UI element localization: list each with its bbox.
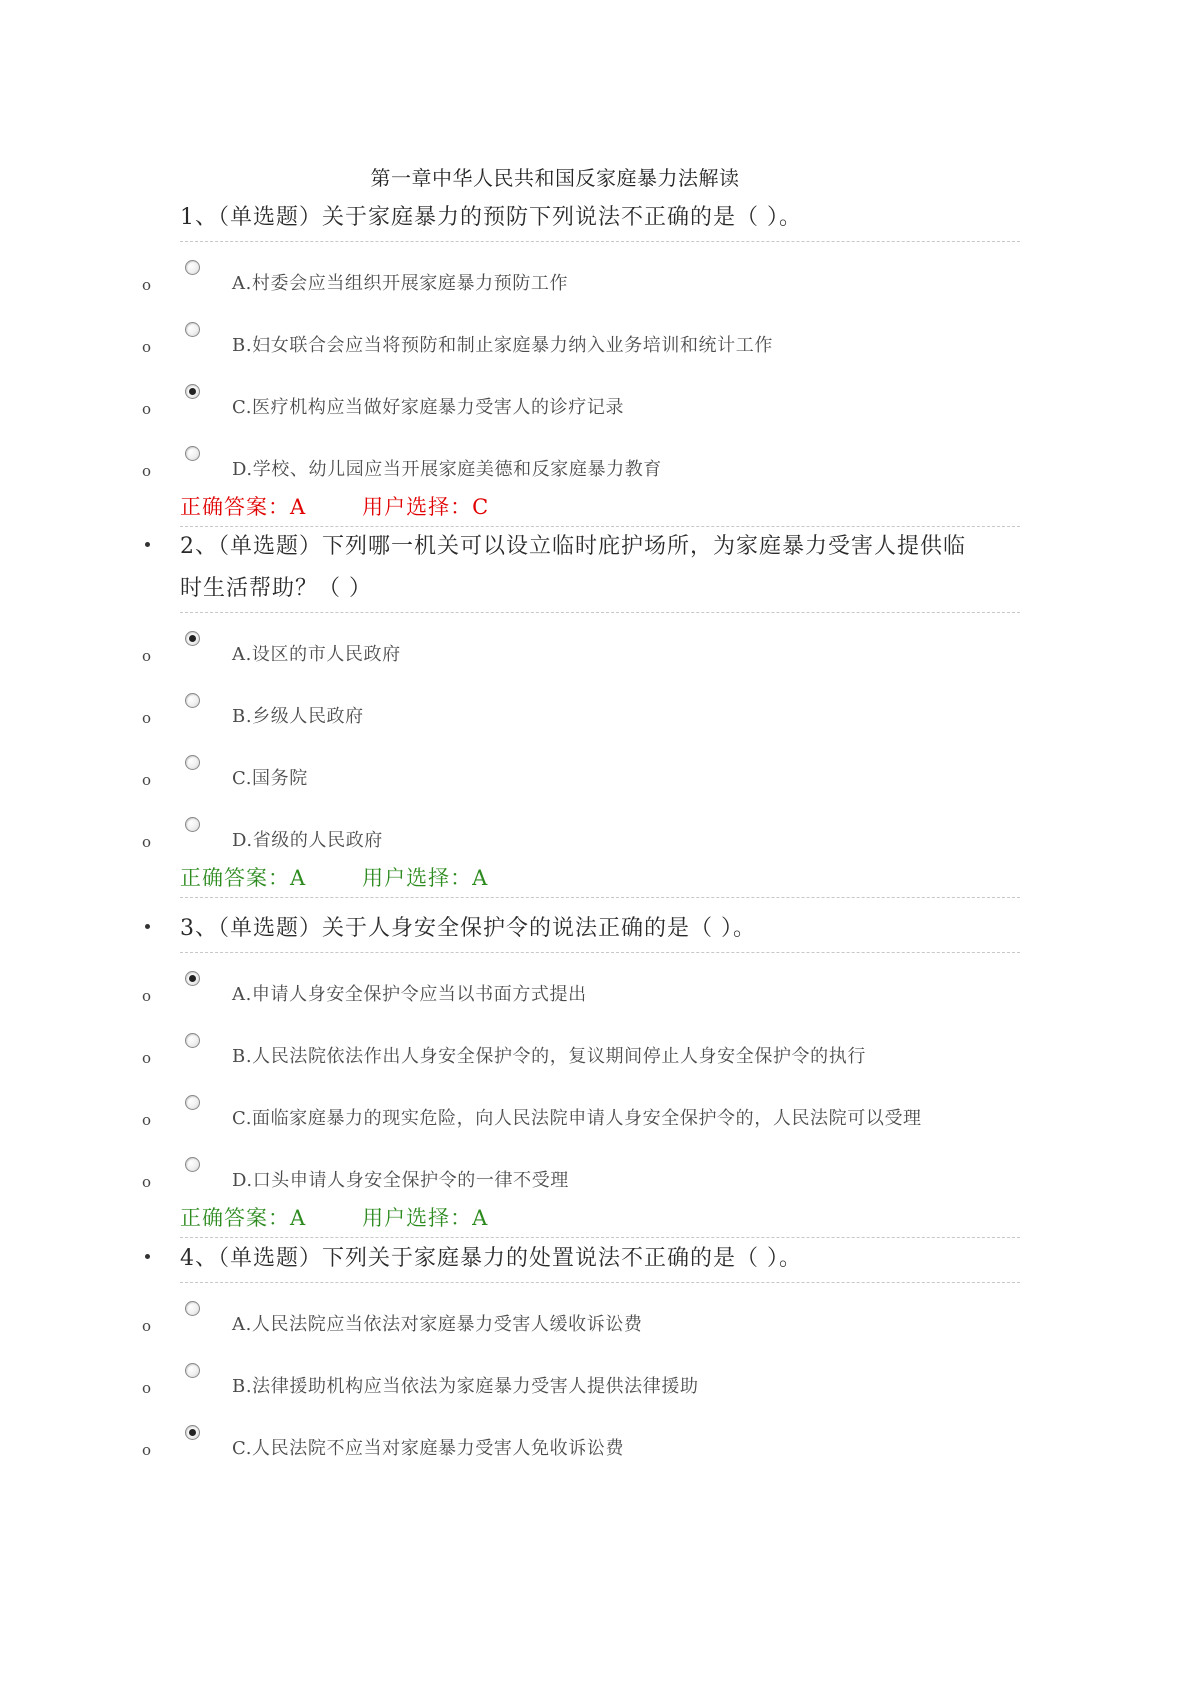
question-stem: （单选题）关于人身安全保护令的说法正确的是（ ）。	[218, 916, 756, 941]
option-label: C.人民法院不应当对家庭暴力受害人免收诉讼费	[232, 1438, 625, 1459]
option-label: B.妇女联合会应当将预防和制止家庭暴力纳入业务培训和统计工作	[232, 335, 773, 356]
option-a[interactable]	[142, 613, 1020, 675]
option-list	[142, 1283, 1020, 1469]
list-marker: o	[142, 1173, 152, 1191]
option-c[interactable]	[142, 366, 1020, 428]
question-stem: （单选题）下列关于家庭暴力的处置说法不正确的是（ ）。	[218, 1246, 802, 1271]
option-label: B.乡级人民政府	[232, 706, 364, 727]
question-3	[142, 908, 1020, 1238]
option-label: D.口头申请人身安全保护令的一律不受理	[232, 1170, 569, 1191]
question-stem: （单选题）关于家庭暴力的预防下列说法不正确的是（ ）。	[218, 205, 802, 230]
option-b[interactable]	[142, 675, 1020, 737]
option-b[interactable]	[142, 1015, 1020, 1077]
radio-button[interactable]	[185, 1363, 200, 1378]
page-title: 第一章中华人民共和国反家庭暴力法解读	[370, 166, 740, 190]
user-choice: 用户选择：A	[362, 866, 489, 890]
correct-answer: 正确答案：A	[180, 495, 307, 519]
radio-button[interactable]	[185, 693, 200, 708]
question-number: 3、	[180, 916, 218, 941]
option-c[interactable]	[142, 737, 1020, 799]
option-label: B.人民法院依法作出人身安全保护令的，复议期间停止人身安全保护令的执行	[232, 1046, 866, 1067]
answer-result	[180, 490, 1020, 527]
radio-button[interactable]	[185, 1033, 200, 1048]
question-number: 2、	[180, 534, 218, 559]
question-number: 1、	[180, 205, 218, 230]
radio-button-selected[interactable]	[185, 384, 200, 399]
list-marker: o	[142, 1379, 152, 1397]
list-marker: o	[142, 987, 152, 1005]
list-marker: o	[142, 1441, 152, 1459]
radio-button-selected[interactable]	[185, 971, 200, 986]
option-label: A.村委会应当组织开展家庭暴力预防工作	[232, 273, 569, 294]
list-marker: o	[142, 276, 152, 294]
list-marker: o	[142, 400, 152, 418]
option-d[interactable]	[142, 799, 1020, 861]
option-label: C.医疗机构应当做好家庭暴力受害人的诊疗记录	[232, 397, 625, 418]
question-text	[180, 1238, 1020, 1283]
option-label: D.学校、幼儿园应当开展家庭美德和反家庭暴力教育	[232, 459, 662, 480]
radio-button[interactable]	[185, 260, 200, 275]
list-marker: o	[142, 833, 152, 851]
radio-button-selected[interactable]	[185, 1425, 200, 1440]
question-stem: （单选题）下列哪一机关可以设立临时庇护场所，为家庭暴力受害人提供临	[218, 534, 967, 559]
option-list	[142, 953, 1020, 1201]
option-b[interactable]	[142, 304, 1020, 366]
option-list	[142, 242, 1020, 490]
question-text	[180, 526, 1020, 613]
option-b[interactable]	[142, 1345, 1020, 1407]
list-marker: o	[142, 338, 152, 356]
question-1	[142, 197, 1020, 527]
radio-button-selected[interactable]	[185, 631, 200, 646]
option-label: C.国务院	[232, 768, 308, 789]
radio-button[interactable]	[185, 446, 200, 461]
option-c[interactable]	[142, 1407, 1020, 1469]
user-choice: 用户选择：A	[362, 1206, 489, 1230]
radio-button[interactable]	[185, 1095, 200, 1110]
answer-result	[180, 1201, 1020, 1238]
question-stem-continued: 时生活帮助？（ ）	[180, 576, 372, 601]
option-label: C.面临家庭暴力的现实危险，向人民法院申请人身安全保护令的，人民法院可以受理	[232, 1108, 922, 1129]
correct-answer: 正确答案：A	[180, 1206, 307, 1230]
radio-button[interactable]	[185, 1301, 200, 1316]
user-choice: 用户选择：C	[362, 495, 490, 519]
option-label: B.法律援助机构应当依法为家庭暴力受害人提供法律援助	[232, 1376, 699, 1397]
question-2	[142, 526, 1020, 898]
answer-result	[180, 861, 1020, 898]
list-marker: o	[142, 709, 152, 727]
list-marker: o	[142, 647, 152, 665]
question-4	[142, 1238, 1020, 1469]
list-marker: o	[142, 1049, 152, 1067]
option-label: A.人民法院应当依法对家庭暴力受害人缓收诉讼费	[232, 1314, 643, 1335]
option-a[interactable]	[142, 1283, 1020, 1345]
correct-answer: 正确答案：A	[180, 866, 307, 890]
option-d[interactable]	[142, 1139, 1020, 1201]
list-marker: o	[142, 771, 152, 789]
option-label: A.申请人身安全保护令应当以书面方式提出	[232, 984, 587, 1005]
list-marker: o	[142, 462, 152, 480]
radio-button[interactable]	[185, 817, 200, 832]
option-list	[142, 613, 1020, 861]
option-label: A.设区的市人民政府	[232, 644, 401, 665]
option-c[interactable]	[142, 1077, 1020, 1139]
bullet-dot	[145, 924, 150, 929]
radio-button[interactable]	[185, 1157, 200, 1172]
option-a[interactable]	[142, 242, 1020, 304]
bullet-dot	[145, 1254, 150, 1259]
question-text	[180, 908, 1020, 953]
radio-button[interactable]	[185, 322, 200, 337]
list-marker: o	[142, 1111, 152, 1129]
option-d[interactable]	[142, 428, 1020, 490]
option-a[interactable]	[142, 953, 1020, 1015]
option-label: D.省级的人民政府	[232, 830, 383, 851]
question-number: 4、	[180, 1246, 218, 1271]
list-marker: o	[142, 1317, 152, 1335]
radio-button[interactable]	[185, 755, 200, 770]
bullet-dot	[145, 542, 150, 547]
question-text	[180, 197, 1020, 242]
